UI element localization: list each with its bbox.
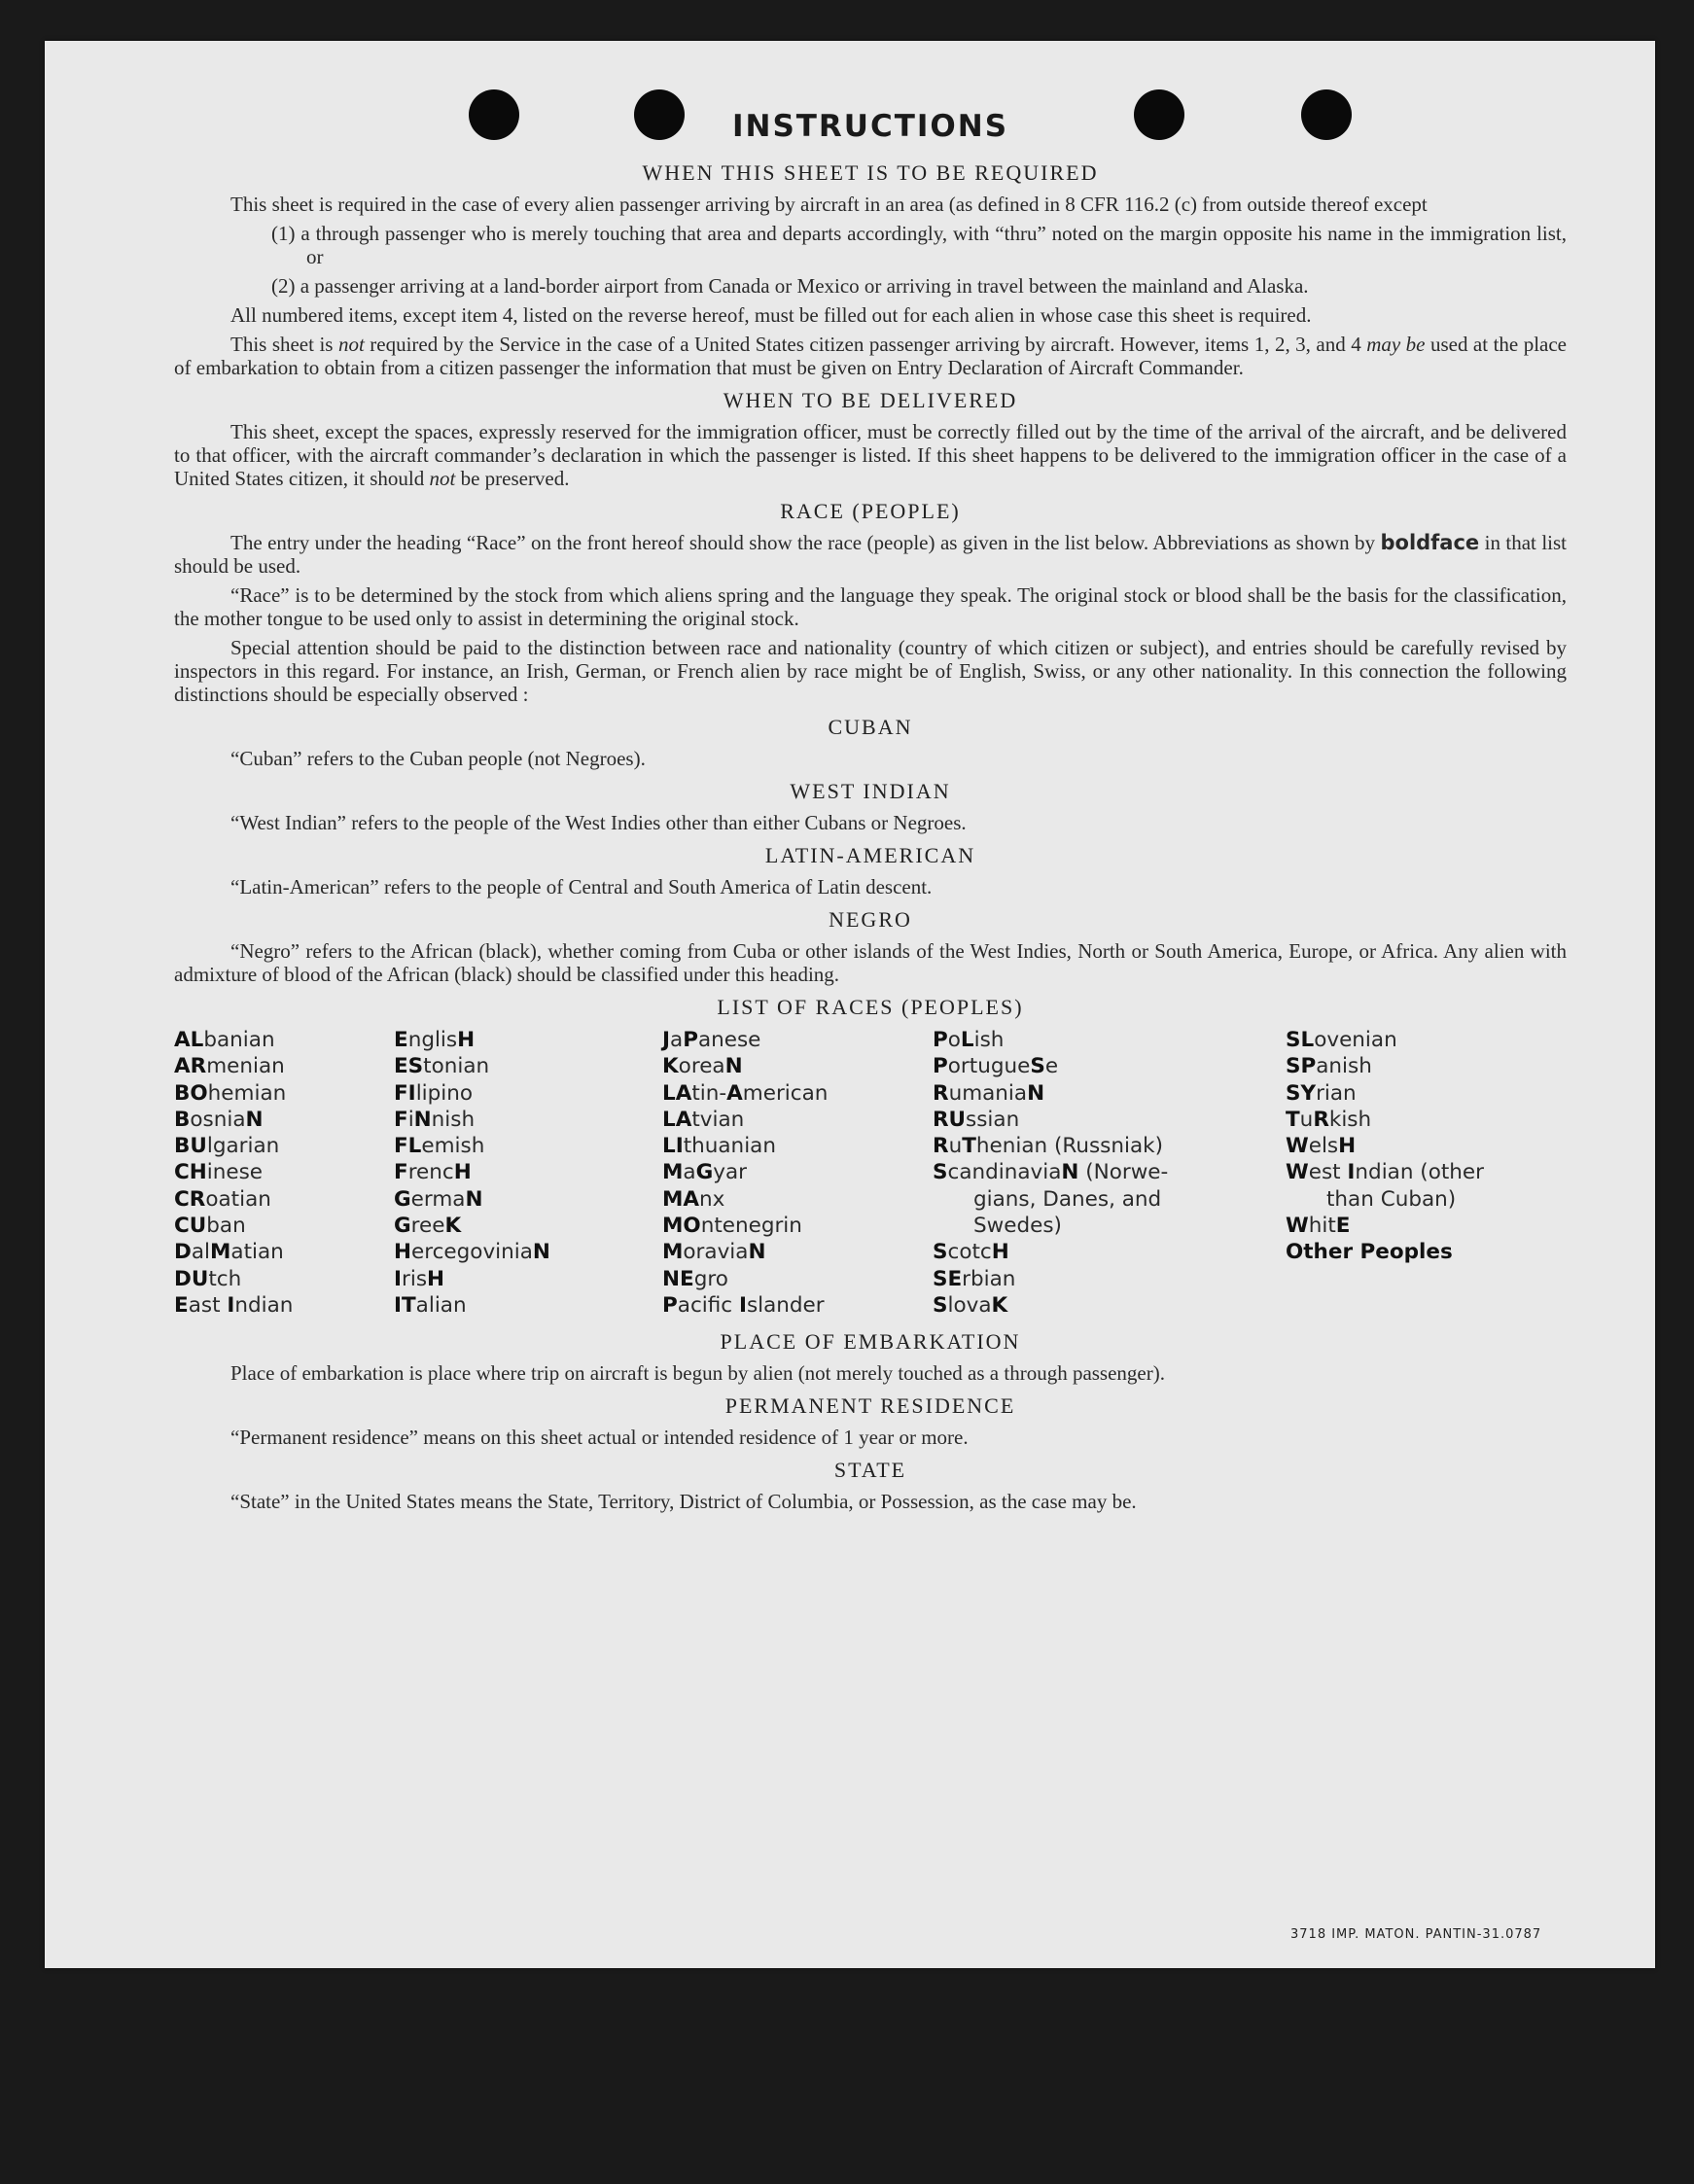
race-entry: CUban (174, 1214, 246, 1239)
race-entry: West Indian (other (1286, 1160, 1484, 1185)
paragraph: This sheet, except the spaces, expressly reserved for the immigration officer, must be correctly filled out by the time of the arrival of the aircraft, and be delivered to that officer, with the aircraft commander’s declaration in which the passenger is listed. If this sheet happens to be delivered to the immigration officer in the case of a United States citizen, it should not be preserved. (174, 420, 1567, 490)
race-entry: BUlgarian (174, 1134, 280, 1159)
race-entry: MaGyar (662, 1160, 747, 1185)
race-entry: ScotcH (933, 1240, 1009, 1265)
document-page (45, 41, 1655, 1968)
list-item: (2) a passenger arriving at a land-border airport from Canada or Mexico or arriving in travel between the mainland and Alaska. (271, 274, 1309, 298)
race-entry: Swedes) (973, 1214, 1062, 1239)
paragraph: “Negro” refers to the African (black), whether coming from Cuba or other islands of the West Indies, North or South America, Europe, or Africa. Any alien with admixture of blood of the African (black) should be classified under this heading. (174, 939, 1567, 986)
section-heading: WEST INDIAN (790, 779, 951, 803)
document-body (174, 107, 1567, 1519)
race-entry: IrisH (394, 1266, 445, 1291)
race-entry: ITalian (394, 1292, 467, 1318)
race-entry: PortugueSe (933, 1054, 1059, 1079)
section-heading: WHEN THIS SHEET IS TO BE REQUIRED (642, 160, 1099, 185)
paragraph: “Latin-American” refers to the people of Central and South America of Latin descent. (230, 875, 933, 898)
race-entry: WhitE (1286, 1214, 1351, 1239)
race-entry: ALbanian (174, 1028, 275, 1052)
race-entry: FIlipino (394, 1080, 474, 1106)
race-entry: CRoatian (174, 1186, 271, 1212)
race-entry: DalMatian (174, 1240, 284, 1265)
race-entry: FiNnish (394, 1107, 476, 1132)
race-column (662, 1027, 933, 1319)
race-entry: than Cuban) (1326, 1186, 1457, 1212)
race-entry: RUssian (933, 1107, 1020, 1132)
race-entry: SPanish (1286, 1054, 1372, 1079)
paragraph: This sheet is not required by the Service in the case of a United States citizen passenger arriving by aircraft. However, items 1, 2, 3, and 4 may be used at the place of embarkation to obtain from a citizen passenger the information that must be given on Entry Declaration of Aircraft Commander. (174, 333, 1568, 379)
section-heading: LATIN-AMERICAN (764, 843, 976, 867)
paragraph: “Cuban” refers to the Cuban people (not Negroes). (230, 747, 646, 770)
section-heading: CUBAN (828, 715, 913, 739)
race-entry: FLemish (394, 1134, 485, 1159)
paragraph: “Permanent residence” means on this sheet actual or intended residence of 1 year or more. (230, 1426, 969, 1450)
race-entry: Other Peoples (1286, 1240, 1453, 1265)
paragraph: “State” in the United States means the State, Territory, District of Columbia, or Possession, as the case may be. (230, 1490, 1137, 1514)
race-entry: MoraviaN (662, 1240, 766, 1265)
race-entry: BOhemian (174, 1080, 287, 1106)
list-item: (1) a through passenger who is merely touching that area and departs accordingly, with “thru” noted on the margin opposite his name in the immigration list, or (271, 222, 1567, 268)
race-entry: FrencH (394, 1160, 472, 1185)
race-column (933, 1027, 1286, 1319)
paragraph: The entry under the heading “Race” on the front hereof should show the race (people) as given in the list below. Abbreviations as shown by boldface in that list should be used. (174, 531, 1567, 578)
race-entry: JaPanese (662, 1028, 761, 1052)
race-entry: East Indian (174, 1292, 294, 1318)
page-title: INSTRUCTIONS (731, 109, 1009, 144)
race-entry: gians, Danes, and (973, 1186, 1162, 1212)
race-entry: NEgro (662, 1266, 728, 1291)
race-entry: WelsH (1286, 1134, 1357, 1159)
race-entry: EnglisH (394, 1028, 476, 1052)
race-entry: RumaniaN (933, 1080, 1045, 1106)
race-entry: DUtch (174, 1266, 242, 1291)
race-entry: RuThenian (Russniak) (933, 1134, 1163, 1159)
race-entry: LAtvian (662, 1107, 745, 1132)
race-entry: MAnx (662, 1186, 725, 1212)
race-entry: ScandinaviaN (Norwe- (933, 1160, 1169, 1185)
section-heading: PERMANENT RESIDENCE (724, 1393, 1016, 1419)
race-column (174, 1027, 394, 1319)
race-entry: KoreaN (662, 1054, 743, 1079)
section-heading: WHEN TO BE DELIVERED (723, 388, 1018, 412)
paragraph: “Race” is to be determined by the stock from which aliens spring and the language they speak. The original stock or blood shall be the basis for the classification, the mother tongue to be used only to assist in determining the original stock. (174, 583, 1567, 630)
section-heading: PLACE OF EMBARKATION (720, 1329, 1021, 1355)
race-entry: CHinese (174, 1160, 264, 1185)
section-heading: RACE (PEOPLE) (780, 499, 961, 523)
paragraph: This sheet is required in the case of every alien passenger arriving by aircraft in an area (as defined in 8 CFR 116.2 (c) from outside thereof except (230, 193, 1428, 216)
race-entry: SlovaK (933, 1292, 1008, 1318)
paragraph: All numbered items, except item 4, listed on the reverse hereof, must be filled out for each alien in whose case this sheet is required. (230, 303, 1312, 327)
race-entry: GreeK (394, 1214, 462, 1239)
race-entry: EStonian (394, 1054, 490, 1079)
race-entry: MOntenegrin (662, 1214, 802, 1239)
race-entry: LIthuanian (662, 1134, 776, 1159)
race-entry: TuRkish (1286, 1107, 1372, 1132)
print-code: 3718 IMP. MATON. PANTIN-31.0787 (1290, 1927, 1542, 1942)
race-entry: SErbian (933, 1266, 1016, 1291)
race-entry: HercegoviniaN (394, 1240, 550, 1265)
race-entry: Pacific Islander (662, 1292, 825, 1318)
race-column (394, 1027, 662, 1319)
race-entry: SYrian (1286, 1080, 1357, 1106)
paragraph: Place of embarkation is place where trip on aircraft is begun by alien (not merely touched as a through passenger). (230, 1361, 1165, 1386)
section-heading: NEGRO (829, 907, 912, 932)
paragraph: Special attention should be paid to the distinction between race and nationality (country of which citizen or subject), and entries should be carefully revised by inspectors in this regard. For instance, an Irish, German, or French alien by race might be of English, Swiss, or any other nationality. In this connection the following distinctions should be especially observed : (174, 636, 1567, 706)
race-entry: ARmenian (174, 1054, 285, 1079)
race-entry: GermaN (394, 1186, 483, 1212)
section-heading: STATE (833, 1458, 907, 1483)
paragraph: “West Indian” refers to the people of the West Indies other than either Cubans or Negroes. (230, 811, 967, 834)
race-entry: SLovenian (1286, 1028, 1397, 1052)
race-entry: PoLish (933, 1028, 1005, 1052)
race-list (174, 1027, 1567, 1319)
section-heading: LIST OF RACES (PEOPLES) (717, 995, 1024, 1019)
race-column (1286, 1027, 1567, 1319)
race-entry: LAtin-American (662, 1080, 829, 1106)
race-entry: BosniaN (174, 1107, 264, 1132)
